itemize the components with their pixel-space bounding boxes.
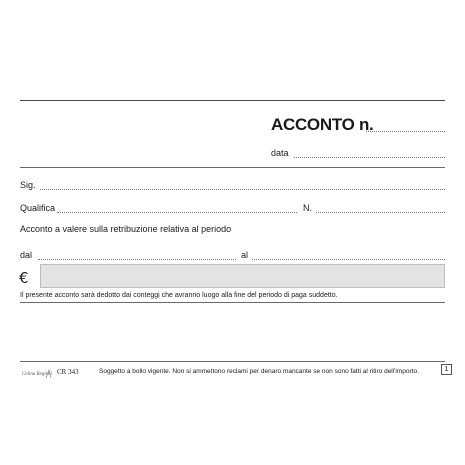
data-label: data	[271, 148, 289, 158]
top-rule	[20, 100, 445, 101]
al-label: al	[241, 250, 249, 260]
legal-notice: Soggetto a bollo vigente. Non si ammettono reclami per denaro mancante se non sono fatti al ritiro dell'importo.	[99, 368, 419, 375]
brand-logo-icon	[22, 366, 52, 380]
header-separator	[20, 167, 445, 168]
page-title: ACCONTO n.	[271, 115, 374, 134]
euro-icon: €	[19, 269, 29, 287]
deduction-notice: Il presente acconto sarà dedotto dai conteggi che avranno luogo alla fine del periodo di paga suddetto.	[20, 292, 338, 299]
n-field[interactable]	[316, 212, 445, 213]
n-label: N.	[303, 203, 312, 213]
qualifica-label: Qualifica	[20, 203, 56, 213]
al-field[interactable]	[252, 259, 445, 260]
sig-field[interactable]	[40, 189, 445, 190]
data-field[interactable]	[294, 157, 445, 158]
acconto-description: Acconto a valere sulla retribuzione relativa al periodo	[20, 224, 232, 234]
dal-label: dal	[20, 250, 33, 260]
form-code: CR 343	[57, 368, 79, 376]
footer-rule	[20, 361, 445, 362]
qualifica-field[interactable]	[57, 212, 297, 213]
svg-text:Celina Registri: Celina Registri	[22, 372, 52, 377]
acconto-number-line[interactable]	[366, 131, 445, 132]
amount-field[interactable]	[40, 264, 445, 288]
dal-field[interactable]	[38, 259, 236, 260]
page-number: 1	[441, 364, 452, 375]
sig-label: Sig.	[20, 180, 36, 190]
notice-rule	[20, 302, 445, 303]
